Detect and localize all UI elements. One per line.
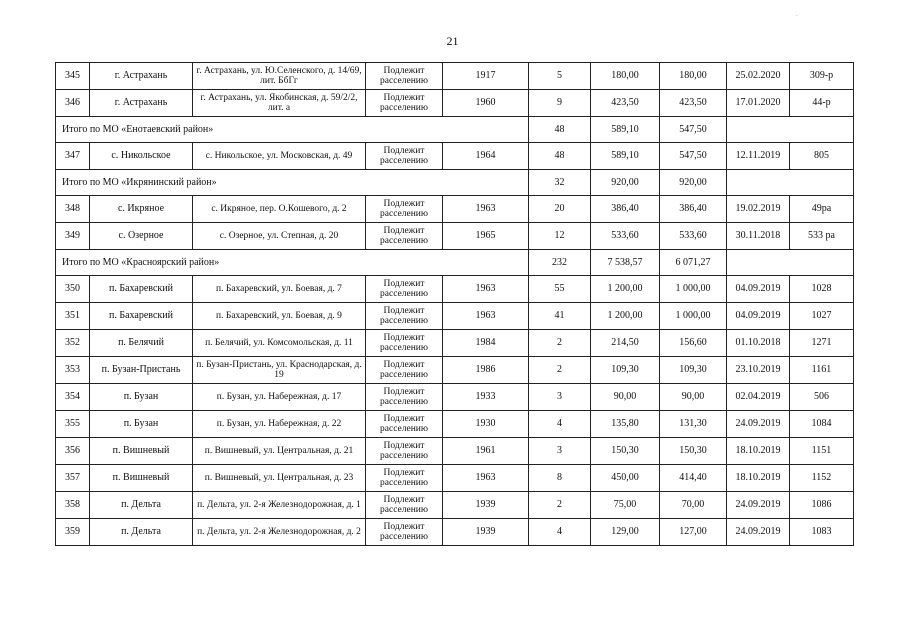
address-cell: с. Никольское, ул. Московская, д. 49	[193, 143, 366, 170]
total-area-cell: 450,00	[591, 465, 660, 492]
table-row	[56, 519, 854, 546]
residential-area-cell: 386,40	[660, 196, 727, 223]
settlement-name-cell: п. Бузан	[90, 411, 193, 438]
residents-count-cell: 41	[529, 303, 591, 330]
residents-count-cell: 8	[529, 465, 591, 492]
total-area-cell: 1 200,00	[591, 303, 660, 330]
residents-count-cell: 2	[529, 492, 591, 519]
total-area-cell: 109,30	[591, 357, 660, 384]
table-row	[56, 357, 854, 384]
decision-date-cell: 24.09.2019	[727, 411, 790, 438]
status-cell: Подлежит расселению	[366, 438, 443, 465]
subtotal-label: Итого по МО «Енотаевский район»	[56, 117, 529, 143]
row-number-cell: 352	[56, 330, 90, 357]
address-cell: с. Икряное, пер. О.Кошевого, д. 2	[193, 196, 366, 223]
subtotal-total-area: 7 538,57	[591, 250, 660, 276]
table-row	[56, 438, 854, 465]
status-cell: Подлежит расселению	[366, 519, 443, 546]
residential-area-cell: 150,30	[660, 438, 727, 465]
decision-number-cell: 49ра	[790, 196, 854, 223]
row-number-cell: 353	[56, 357, 90, 384]
residential-area-cell: 1 000,00	[660, 303, 727, 330]
subtotal-label: Итого по МО «Красноярский район»	[56, 250, 529, 276]
status-cell: Подлежит расселению	[366, 63, 443, 90]
row-number-cell: 350	[56, 276, 90, 303]
subtotal-row	[56, 250, 854, 276]
residents-count-cell: 4	[529, 519, 591, 546]
row-number-cell: 355	[56, 411, 90, 438]
decision-number-cell: 1271	[790, 330, 854, 357]
decision-number-cell: 309-р	[790, 63, 854, 90]
residents-count-cell: 20	[529, 196, 591, 223]
residents-count-cell: 3	[529, 438, 591, 465]
total-area-cell: 129,00	[591, 519, 660, 546]
residential-area-cell: 90,00	[660, 384, 727, 411]
residential-area-cell: 70,00	[660, 492, 727, 519]
subtotal-empty	[727, 170, 854, 196]
address-cell: п. Бахаревский, ул. Боевая, д. 7	[193, 276, 366, 303]
status-cell: Подлежит расселению	[366, 223, 443, 250]
residential-area-cell: 533,60	[660, 223, 727, 250]
status-cell: Подлежит расселению	[366, 90, 443, 117]
row-number-cell: 349	[56, 223, 90, 250]
settlement-name-cell: п. Бузан	[90, 384, 193, 411]
table-row	[56, 303, 854, 330]
decision-number-cell: 1083	[790, 519, 854, 546]
subtotal-residential-area: 547,50	[660, 117, 727, 143]
status-cell: Подлежит расселению	[366, 492, 443, 519]
row-number-cell: 348	[56, 196, 90, 223]
row-number-cell: 356	[56, 438, 90, 465]
subtotal-label: Итого по МО «Икрянинский район»	[56, 170, 529, 196]
residential-area-cell: 1 000,00	[660, 276, 727, 303]
subtotal-total-area: 920,00	[591, 170, 660, 196]
subtotal-row	[56, 170, 854, 196]
decision-date-cell: 17.01.2020	[727, 90, 790, 117]
housing-registry-table	[55, 62, 854, 546]
corner-mark: .	[796, 12, 798, 18]
total-area-cell: 75,00	[591, 492, 660, 519]
table-row	[56, 223, 854, 250]
build-year-cell: 1986	[443, 357, 529, 384]
residents-count-cell: 4	[529, 411, 591, 438]
residents-count-cell: 48	[529, 143, 591, 170]
address-cell: г. Астрахань, ул. Ю.Селенского, д. 14/69, лит. БбГг	[193, 63, 366, 90]
row-number-cell: 359	[56, 519, 90, 546]
settlement-name-cell: г. Астрахань	[90, 90, 193, 117]
subtotal-residents: 232	[529, 250, 591, 276]
table-row	[56, 143, 854, 170]
subtotal-residential-area: 6 071,27	[660, 250, 727, 276]
residents-count-cell: 55	[529, 276, 591, 303]
row-number-cell: 351	[56, 303, 90, 330]
build-year-cell: 1963	[443, 465, 529, 492]
subtotal-empty	[727, 250, 854, 276]
address-cell: п. Бузан-Пристань, ул. Краснодарская, д. 19	[193, 357, 366, 384]
decision-number-cell: 1152	[790, 465, 854, 492]
decision-date-cell: 25.02.2020	[727, 63, 790, 90]
status-cell: Подлежит расселению	[366, 384, 443, 411]
settlement-name-cell: с. Икряное	[90, 196, 193, 223]
residential-area-cell: 109,30	[660, 357, 727, 384]
decision-date-cell: 30.11.2018	[727, 223, 790, 250]
table-row	[56, 465, 854, 492]
address-cell: п. Вишневый, ул. Центральная, д. 21	[193, 438, 366, 465]
residents-count-cell: 9	[529, 90, 591, 117]
subtotal-empty	[727, 117, 854, 143]
status-cell: Подлежит расселению	[366, 196, 443, 223]
decision-date-cell: 02.04.2019	[727, 384, 790, 411]
settlement-name-cell: п. Дельта	[90, 492, 193, 519]
status-cell: Подлежит расселению	[366, 330, 443, 357]
table-body	[56, 63, 854, 546]
build-year-cell: 1939	[443, 519, 529, 546]
address-cell: п. Бузан, ул. Набережная, д. 17	[193, 384, 366, 411]
subtotal-residents: 32	[529, 170, 591, 196]
total-area-cell: 135,80	[591, 411, 660, 438]
residential-area-cell: 414,40	[660, 465, 727, 492]
decision-date-cell: 12.11.2019	[727, 143, 790, 170]
table-row	[56, 330, 854, 357]
decision-number-cell: 1028	[790, 276, 854, 303]
build-year-cell: 1917	[443, 63, 529, 90]
status-cell: Подлежит расселению	[366, 143, 443, 170]
status-cell: Подлежит расселению	[366, 411, 443, 438]
build-year-cell: 1963	[443, 276, 529, 303]
decision-number-cell: 506	[790, 384, 854, 411]
total-area-cell: 180,00	[591, 63, 660, 90]
settlement-name-cell: г. Астрахань	[90, 63, 193, 90]
decision-date-cell: 18.10.2019	[727, 438, 790, 465]
table-row	[56, 384, 854, 411]
table-row	[56, 411, 854, 438]
subtotal-residents: 48	[529, 117, 591, 143]
settlement-name-cell: п. Дельта	[90, 519, 193, 546]
address-cell: с. Озерное, ул. Степная, д. 20	[193, 223, 366, 250]
address-cell: п. Дельта, ул. 2-я Железнодорожная, д. 1	[193, 492, 366, 519]
total-area-cell: 533,60	[591, 223, 660, 250]
decision-number-cell: 1151	[790, 438, 854, 465]
status-cell: Подлежит расселению	[366, 357, 443, 384]
residents-count-cell: 5	[529, 63, 591, 90]
settlement-name-cell: п. Вишневый	[90, 438, 193, 465]
total-area-cell: 423,50	[591, 90, 660, 117]
row-number-cell: 354	[56, 384, 90, 411]
status-cell: Подлежит расселению	[366, 276, 443, 303]
settlement-name-cell: п. Белячий	[90, 330, 193, 357]
build-year-cell: 1965	[443, 223, 529, 250]
build-year-cell: 1964	[443, 143, 529, 170]
settlement-name-cell: с. Озерное	[90, 223, 193, 250]
row-number-cell: 347	[56, 143, 90, 170]
row-number-cell: 357	[56, 465, 90, 492]
subtotal-residential-area: 920,00	[660, 170, 727, 196]
decision-date-cell: 04.09.2019	[727, 303, 790, 330]
decision-number-cell: 1027	[790, 303, 854, 330]
decision-date-cell: 18.10.2019	[727, 465, 790, 492]
residential-area-cell: 547,50	[660, 143, 727, 170]
residents-count-cell: 2	[529, 330, 591, 357]
settlement-name-cell: п. Бахаревский	[90, 303, 193, 330]
settlement-name-cell: п. Бахаревский	[90, 276, 193, 303]
residents-count-cell: 2	[529, 357, 591, 384]
address-cell: п. Дельта, ул. 2-я Железнодорожная, д. 2	[193, 519, 366, 546]
residents-count-cell: 12	[529, 223, 591, 250]
subtotal-total-area: 589,10	[591, 117, 660, 143]
address-cell: п. Белячий, ул. Комсомольская, д. 11	[193, 330, 366, 357]
subtotal-row	[56, 117, 854, 143]
address-cell: г. Астрахань, ул. Якобинская, д. 59/2/2, лит. а	[193, 90, 366, 117]
decision-number-cell: 1161	[790, 357, 854, 384]
residential-area-cell: 423,50	[660, 90, 727, 117]
residential-area-cell: 131,30	[660, 411, 727, 438]
settlement-name-cell: с. Никольское	[90, 143, 193, 170]
build-year-cell: 1984	[443, 330, 529, 357]
decision-number-cell: 805	[790, 143, 854, 170]
table-row	[56, 276, 854, 303]
row-number-cell: 358	[56, 492, 90, 519]
status-cell: Подлежит расселению	[366, 303, 443, 330]
decision-date-cell: 23.10.2019	[727, 357, 790, 384]
residential-area-cell: 156,60	[660, 330, 727, 357]
build-year-cell: 1963	[443, 196, 529, 223]
residents-count-cell: 3	[529, 384, 591, 411]
build-year-cell: 1939	[443, 492, 529, 519]
row-number-cell: 345	[56, 63, 90, 90]
decision-number-cell: 533 ра	[790, 223, 854, 250]
address-cell: п. Бузан, ул. Набережная, д. 22	[193, 411, 366, 438]
table-row	[56, 492, 854, 519]
table-row	[56, 90, 854, 117]
total-area-cell: 214,50	[591, 330, 660, 357]
decision-number-cell: 44-р	[790, 90, 854, 117]
total-area-cell: 1 200,00	[591, 276, 660, 303]
status-cell: Подлежит расселению	[366, 465, 443, 492]
page-number: 21	[446, 34, 459, 48]
settlement-name-cell: п. Вишневый	[90, 465, 193, 492]
decision-date-cell: 19.02.2019	[727, 196, 790, 223]
total-area-cell: 90,00	[591, 384, 660, 411]
decision-date-cell: 04.09.2019	[727, 276, 790, 303]
residential-area-cell: 180,00	[660, 63, 727, 90]
decision-date-cell: 24.09.2019	[727, 492, 790, 519]
row-number-cell: 346	[56, 90, 90, 117]
build-year-cell: 1960	[443, 90, 529, 117]
total-area-cell: 150,30	[591, 438, 660, 465]
decision-date-cell: 01.10.2018	[727, 330, 790, 357]
residential-area-cell: 127,00	[660, 519, 727, 546]
decision-date-cell: 24.09.2019	[727, 519, 790, 546]
build-year-cell: 1933	[443, 384, 529, 411]
address-cell: п. Бахаревский, ул. Боевая, д. 9	[193, 303, 366, 330]
decision-number-cell: 1084	[790, 411, 854, 438]
build-year-cell: 1963	[443, 303, 529, 330]
address-cell: п. Вишневый, ул. Центральная, д. 23	[193, 465, 366, 492]
decision-number-cell: 1086	[790, 492, 854, 519]
settlement-name-cell: п. Бузан-Пристань	[90, 357, 193, 384]
table-row	[56, 63, 854, 90]
table-row	[56, 196, 854, 223]
total-area-cell: 589,10	[591, 143, 660, 170]
build-year-cell: 1961	[443, 438, 529, 465]
total-area-cell: 386,40	[591, 196, 660, 223]
build-year-cell: 1930	[443, 411, 529, 438]
